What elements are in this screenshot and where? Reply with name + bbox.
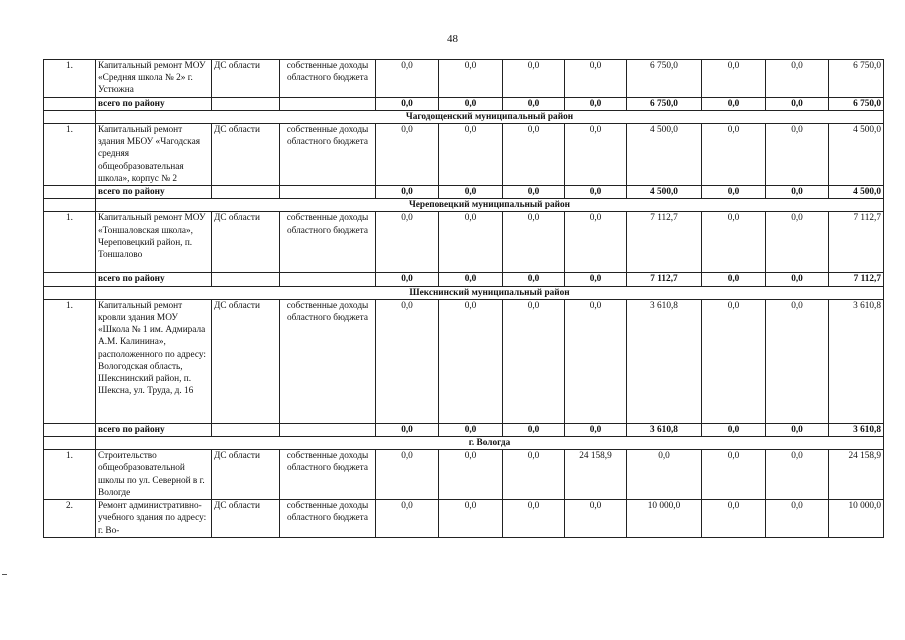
section-row xyxy=(44,286,884,299)
value-cell: 0,0 xyxy=(702,124,766,186)
row-index: 1. xyxy=(44,60,96,98)
total-row xyxy=(44,273,884,286)
value-cell: 0,0 xyxy=(376,500,439,538)
total-cell: 0,0 xyxy=(702,97,766,110)
total-cell: 7 112,7 xyxy=(829,273,884,286)
value-cell: 0,0 xyxy=(376,299,439,423)
section-row xyxy=(44,437,884,450)
total-cell: 0,0 xyxy=(503,423,565,436)
total-cell: 6 750,0 xyxy=(627,97,702,110)
value-cell: 0,0 xyxy=(565,212,627,273)
total-cell: 0,0 xyxy=(565,423,627,436)
customer: ДС области xyxy=(212,500,280,538)
customer: ДС области xyxy=(212,450,280,500)
value-cell: 0,0 xyxy=(766,299,829,423)
total-cell: 0,0 xyxy=(702,423,766,436)
total-cell: 0,0 xyxy=(702,273,766,286)
value-cell: 0,0 xyxy=(565,299,627,423)
value-cell: 0,0 xyxy=(503,212,565,273)
table-row xyxy=(44,500,884,538)
total-cell: 0,0 xyxy=(766,97,829,110)
value-cell: 24 158,9 xyxy=(829,450,884,500)
value-cell: 0,0 xyxy=(503,500,565,538)
value-cell: 0,0 xyxy=(766,500,829,538)
value-cell: 0,0 xyxy=(439,500,503,538)
total-cell: 0,0 xyxy=(565,186,627,199)
value-cell: 7 112,7 xyxy=(627,212,702,273)
table-row xyxy=(44,124,884,186)
total-cell: 0,0 xyxy=(565,97,627,110)
value-cell: 6 750,0 xyxy=(627,60,702,98)
value-cell: 0,0 xyxy=(439,124,503,186)
total-cell: 0,0 xyxy=(439,423,503,436)
object-name: Капитальный ремонт МОУ «Средняя школа № 2» г. Устюжна xyxy=(96,60,212,98)
table-row xyxy=(44,299,884,423)
total-cell: 0,0 xyxy=(439,186,503,199)
funding-source: собственные доходы областного бюджета xyxy=(280,450,376,500)
value-cell: 0,0 xyxy=(565,500,627,538)
page-number: 48 xyxy=(447,33,458,45)
value-cell: 0,0 xyxy=(439,212,503,273)
customer: ДС области xyxy=(212,124,280,186)
section-title: Череповецкий муниципальный район xyxy=(96,199,884,212)
customer: ДС области xyxy=(212,299,280,423)
total-cell: 0,0 xyxy=(503,97,565,110)
value-cell: 0,0 xyxy=(503,60,565,98)
total-cell: 4 500,0 xyxy=(829,186,884,199)
value-cell: 10 000,0 xyxy=(829,500,884,538)
value-cell: 4 500,0 xyxy=(627,124,702,186)
section-row xyxy=(44,199,884,212)
value-cell: 0,0 xyxy=(702,450,766,500)
total-label: всего по району xyxy=(96,97,212,110)
total-cell: 0,0 xyxy=(376,273,439,286)
total-cell: 0,0 xyxy=(376,97,439,110)
total-cell: 4 500,0 xyxy=(627,186,702,199)
total-cell: 0,0 xyxy=(376,186,439,199)
funding-source: собственные доходы областного бюджета xyxy=(280,124,376,186)
value-cell: 0,0 xyxy=(503,124,565,186)
total-label: всего по району xyxy=(96,423,212,436)
value-cell: 0,0 xyxy=(439,299,503,423)
row-index: 1. xyxy=(44,299,96,423)
total-cell: 0,0 xyxy=(766,186,829,199)
object-name: Ремонт административно-учебного здания по адресу: г. Во- xyxy=(96,500,212,538)
row-index: 1. xyxy=(44,450,96,500)
value-cell: 0,0 xyxy=(439,60,503,98)
total-label: всего по району xyxy=(96,186,212,199)
total-cell: 0,0 xyxy=(503,273,565,286)
customer: ДС области xyxy=(212,212,280,273)
value-cell: 0,0 xyxy=(376,212,439,273)
row-index: 1. xyxy=(44,212,96,273)
total-cell: 0,0 xyxy=(439,97,503,110)
value-cell: 0,0 xyxy=(702,500,766,538)
total-cell: 0,0 xyxy=(565,273,627,286)
value-cell: 6 750,0 xyxy=(829,60,884,98)
scan-edge-mark xyxy=(2,574,7,575)
object-name: Строительство общеобразовательной школы по ул. Северной в г. Вологде xyxy=(96,450,212,500)
section-title: Чагодощенский муниципальный район xyxy=(96,110,884,123)
value-cell: 0,0 xyxy=(376,450,439,500)
value-cell: 0,0 xyxy=(503,450,565,500)
value-cell: 0,0 xyxy=(565,60,627,98)
total-label: всего по району xyxy=(96,273,212,286)
table-row xyxy=(44,60,884,98)
value-cell: 0,0 xyxy=(702,299,766,423)
value-cell: 24 158,9 xyxy=(565,450,627,500)
value-cell: 3 610,8 xyxy=(829,299,884,423)
total-cell: 3 610,8 xyxy=(829,423,884,436)
total-cell: 7 112,7 xyxy=(627,273,702,286)
value-cell: 0,0 xyxy=(376,60,439,98)
value-cell: 4 500,0 xyxy=(829,124,884,186)
total-cell: 0,0 xyxy=(766,273,829,286)
value-cell: 0,0 xyxy=(702,60,766,98)
total-row xyxy=(44,423,884,436)
table-row xyxy=(44,212,884,273)
value-cell: 0,0 xyxy=(766,124,829,186)
budget-table xyxy=(43,59,884,538)
section-title: г. Вологда xyxy=(96,437,884,450)
funding-source: собственные доходы областного бюджета xyxy=(280,212,376,273)
total-cell: 0,0 xyxy=(503,186,565,199)
section-row xyxy=(44,110,884,123)
object-name: Капитальный ремонт кровли здания МОУ «Школа № 1 им. Адмирала А.М. Калинина», расположенного по адресу: Вологодская область, Шекснинский район, п. Шексна, ул. Труда, д. 16 xyxy=(96,299,212,423)
total-cell: 6 750,0 xyxy=(829,97,884,110)
total-cell: 0,0 xyxy=(702,186,766,199)
value-cell: 0,0 xyxy=(439,450,503,500)
total-cell: 0,0 xyxy=(439,273,503,286)
table-row xyxy=(44,450,884,500)
funding-source: собственные доходы областного бюджета xyxy=(280,299,376,423)
row-index: 2. xyxy=(44,500,96,538)
value-cell: 0,0 xyxy=(766,212,829,273)
total-cell: 3 610,8 xyxy=(627,423,702,436)
object-name: Капитальный ремонт МОУ «Тоншаловская школа», Череповецкий район, п. Тоншалово xyxy=(96,212,212,273)
value-cell: 0,0 xyxy=(503,299,565,423)
row-index: 1. xyxy=(44,124,96,186)
value-cell: 0,0 xyxy=(702,212,766,273)
value-cell: 0,0 xyxy=(565,124,627,186)
value-cell: 0,0 xyxy=(766,450,829,500)
value-cell: 7 112,7 xyxy=(829,212,884,273)
total-cell: 0,0 xyxy=(376,423,439,436)
funding-source: собственные доходы областного бюджета xyxy=(280,60,376,98)
value-cell: 3 610,8 xyxy=(627,299,702,423)
value-cell: 10 000,0 xyxy=(627,500,702,538)
total-row xyxy=(44,97,884,110)
value-cell: 0,0 xyxy=(376,124,439,186)
value-cell: 0,0 xyxy=(766,60,829,98)
object-name: Капитальный ремонт здания МБОУ «Чагодская средняя общеобразовательная школа», корпус № 2 xyxy=(96,124,212,186)
total-cell: 0,0 xyxy=(766,423,829,436)
value-cell: 0,0 xyxy=(627,450,702,500)
customer: ДС области xyxy=(212,60,280,98)
section-title: Шекснинский муниципальный район xyxy=(96,286,884,299)
funding-source: собственные доходы областного бюджета xyxy=(280,500,376,538)
total-row xyxy=(44,186,884,199)
